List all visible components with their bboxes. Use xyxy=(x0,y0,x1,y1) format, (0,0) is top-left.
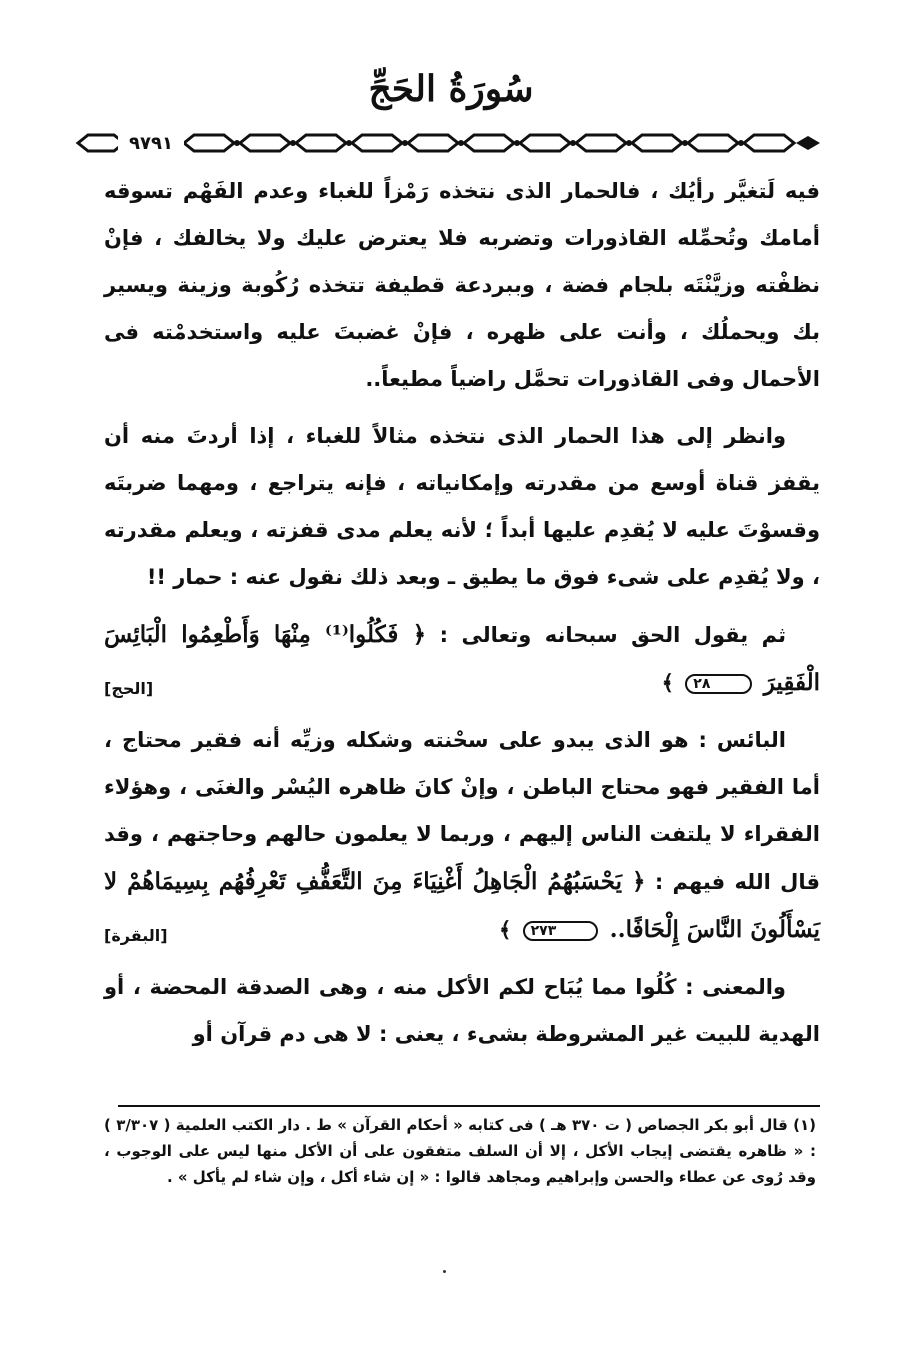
paragraph-2: وانظر إلى هذا الحمار الذى نتخذه مثالاً للغباء ، إذا أردتَ منه أن يقفز قناة أوسع من مقدرته وإمكانياته ، فإنه يتراجع ، ومهما ضربتَه وقسوْتَ عليه لا يُقدِم عليها أبداً ؛ لأنه يعلم مدى قفزته ، ويعلم مقدرته ، ولا يُقدِم على شىء فوق ما يطيق ـ وبعد ذلك نقول عنه : حمار !! xyxy=(104,424,820,589)
verse-close-bracket: ﴾ xyxy=(661,670,674,695)
footnote xyxy=(104,1112,816,1190)
sura-reference-hajj: [الحج] xyxy=(104,679,154,698)
paragraph-1: فيه لَتغيَّر رأيُك ، فالحمار الذى نتخذه رَمْزاً للغباء وعدم الفَهْم تسوقه أمامك وتُحمِّله القاذورات وتضربه فلا يعترض عليك ولا يخالفك ، فإنْ نظفْته وزيَّنْتَه بلجام فضة ، وببردعة قطيفة تتخذه رُكُوبة وزينة ويسير بك ويحملُك ، وأنت على ظهره ، فإنْ غضبتَ عليه واستخدمْته فى الأحمال وفى القاذورات تحمَّل راضياً مطيعاً.. xyxy=(104,179,820,391)
footnote-1: (١) قال أبو بكر الجصاص ( ت ٣٧٠ هـ ) فى كتابه « أحكام القرآن » ط . دار الكتب العلمية ( ٣/٣٠٧ ) : « ظاهره يقتضى إيجاب الأكل ، إلا أن السلف متفقون على أن الأكل منها ليس على الوجوب ، وقد رُوى عن عطاء والحسن وإبراهيم ومجاهد قالوا : « إن شاء أكل ، وإن شاء لم يأكل » . xyxy=(104,1116,816,1186)
main-text xyxy=(104,168,820,1068)
quran-verse-hajj: ﴿ فَكُلُوا⁽¹⁾ مِنْهَا وَأَطْعِمُوا الْبَائِسَ الْفَقِيرَ xyxy=(104,621,820,696)
quran-verse-baqarah: ﴿ يَحْسَبُهُمُ الْجَاهِلُ أَغْنِيَاءَ مِنَ التَّعَفُّفِ تَعْرِفُهُم بِسِيمَاهُمْ لا يَسْأَلُونَ النَّاسَ إِلْحَافًا.. xyxy=(104,868,820,943)
paragraph-4-text: البائس : هو الذى يبدو على سحْنته وشكله وزيِّه أنه فقير محتاج ، أما الفقير فهو محتاج الباطن ، وإنْ كانَ ظاهره اليُسْر والغنَى ، وهؤلاء الفقراء لا يلتفت الناس إليهم ، وربما لا يعلمون حالهم وحاجتهم ، وقد قال الله فيهم : xyxy=(104,728,821,894)
verse-close-bracket: ﴾ xyxy=(499,917,512,942)
paragraph-4 xyxy=(104,717,820,954)
footnote-separator xyxy=(118,1105,820,1107)
paragraph-3 xyxy=(104,611,820,707)
ayah-number-273: ٢٧٣ xyxy=(523,921,599,941)
ayah-number-28: ٢٨ xyxy=(685,674,752,694)
verse-intro: ثم يقول الحق سبحانه وتعالى : xyxy=(439,623,787,647)
page-number: ٩٧٩١ xyxy=(118,134,184,154)
paragraph-5: والمعنى : كُلُوا مما يُبَاح لكم الأكل منه ، وهى الصدقة المحضة ، أو الهدية للبيت غير المشروطة بشىء ، يعنى : لا هى دم قرآن أو xyxy=(104,975,820,1046)
sura-title: سُورَةُ الحَجِّ xyxy=(368,68,534,110)
ornamental-divider xyxy=(74,128,826,158)
scan-speck xyxy=(443,1270,446,1273)
sura-reference-baqarah: [البقرة] xyxy=(104,926,168,945)
